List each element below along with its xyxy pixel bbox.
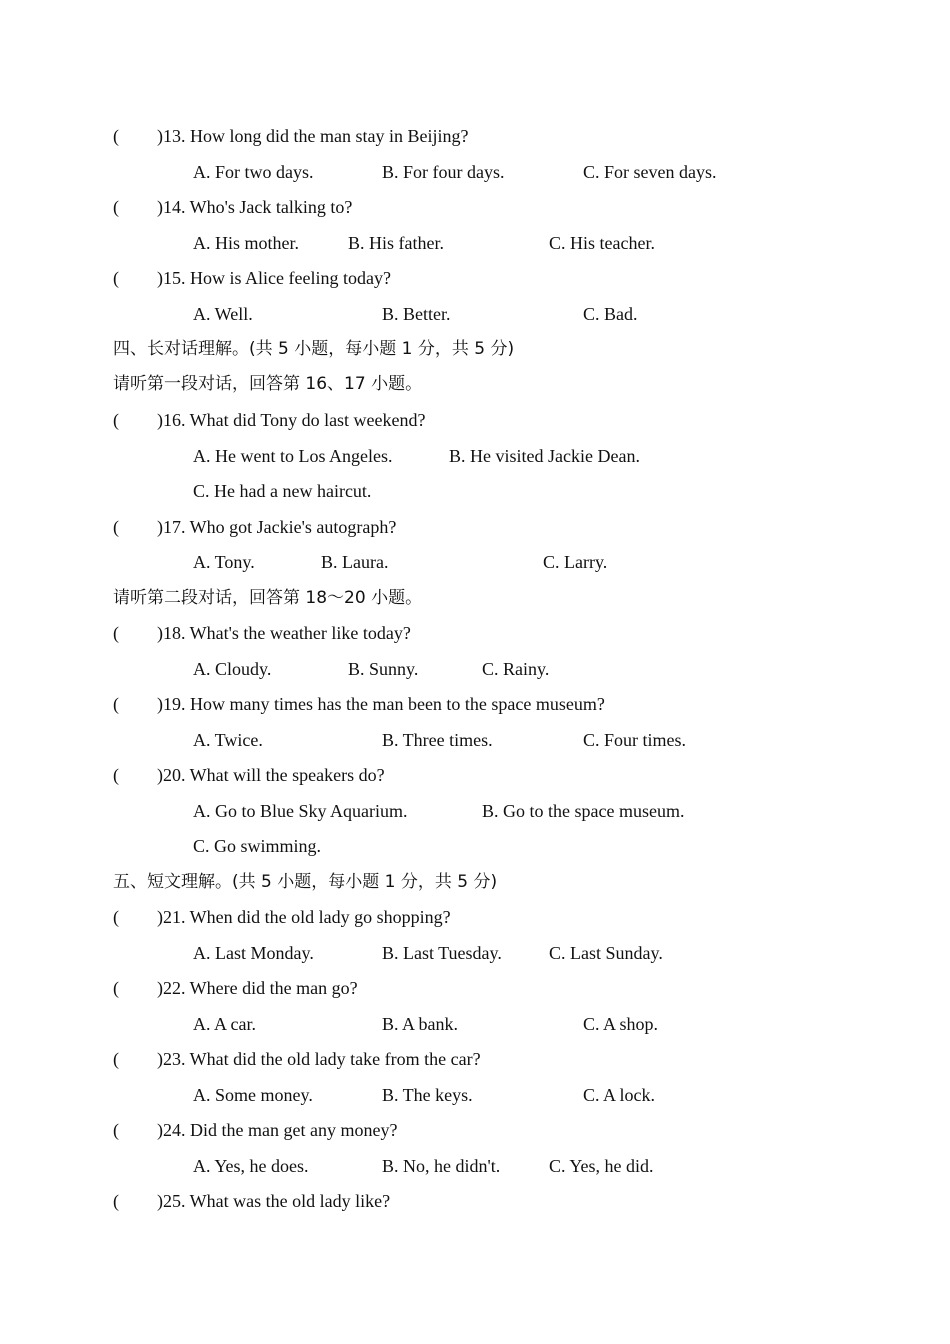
- question-text: )16. What did Tony do last weekend?: [157, 410, 426, 430]
- answer-option: C. A lock.: [583, 1085, 656, 1105]
- answer-option: A. Some money.: [193, 1085, 313, 1105]
- answer-option: C. For seven days.: [583, 162, 717, 182]
- answer-option: A. Tony.: [193, 552, 255, 572]
- answer-option: C. Yes, he did.: [549, 1156, 654, 1176]
- question-text: )15. How is Alice feeling today?: [157, 268, 391, 288]
- answer-option: B. The keys.: [382, 1085, 473, 1105]
- answer-option: A. He went to Los Angeles.: [193, 446, 393, 466]
- answer-option: C. Four times.: [583, 730, 687, 750]
- question-text: )25. What was the old lady like?: [157, 1191, 391, 1211]
- answer-option: A. Yes, he does.: [193, 1156, 309, 1176]
- question-text: )18. What's the weather like today?: [157, 623, 411, 643]
- answer-option: C. A shop.: [583, 1014, 659, 1034]
- answer-option: C. He had a new haircut.: [193, 481, 372, 501]
- section-heading: 请听第一段对话，回答第 16、17 小题。: [113, 374, 423, 394]
- answer-option: B. For four days.: [382, 162, 505, 182]
- answer-blank[interactable]: (: [113, 517, 119, 537]
- answer-option: A. Cloudy.: [193, 659, 272, 679]
- answer-blank[interactable]: (: [113, 978, 119, 998]
- answer-blank[interactable]: (: [113, 410, 119, 430]
- answer-blank[interactable]: (: [113, 1049, 119, 1069]
- answer-option: C. His teacher.: [549, 233, 655, 253]
- question-text: )21. When did the old lady go shopping?: [157, 907, 451, 927]
- question-text: )17. Who got Jackie's autograph?: [157, 517, 397, 537]
- answer-option: B. Better.: [382, 304, 451, 324]
- answer-option: A. Last Monday.: [193, 943, 314, 963]
- answer-option: A. For two days.: [193, 162, 314, 182]
- answer-option: A. A car.: [193, 1014, 256, 1034]
- answer-blank[interactable]: (: [113, 1191, 119, 1211]
- answer-blank[interactable]: (: [113, 268, 119, 288]
- answer-option: A. His mother.: [193, 233, 299, 253]
- question-text: )13. How long did the man stay in Beijing?: [157, 126, 469, 146]
- question-text: )24. Did the man get any money?: [157, 1120, 398, 1140]
- section-heading: 四、长对话理解。(共 5 小题，每小题 1 分，共 5 分): [113, 339, 515, 359]
- answer-blank[interactable]: (: [113, 623, 119, 643]
- answer-option: A. Go to Blue Sky Aquarium.: [193, 801, 408, 821]
- answer-option: B. A bank.: [382, 1014, 459, 1034]
- answer-blank[interactable]: (: [113, 907, 119, 927]
- answer-option: C. Go swimming.: [193, 836, 322, 856]
- answer-option: C. Bad.: [583, 304, 638, 324]
- question-text: )22. Where did the man go?: [157, 978, 358, 998]
- answer-option: C. Larry.: [543, 552, 608, 572]
- answer-option: B. No, he didn't.: [382, 1156, 501, 1176]
- answer-option: B. Sunny.: [348, 659, 419, 679]
- question-text: )19. How many times has the man been to the space museum?: [157, 694, 605, 714]
- answer-blank[interactable]: (: [113, 126, 119, 146]
- section-heading: 请听第二段对话，回答第 18～20 小题。: [113, 588, 423, 608]
- answer-option: B. Three times.: [382, 730, 493, 750]
- answer-option: B. He visited Jackie Dean.: [449, 446, 640, 466]
- answer-option: C. Rainy.: [482, 659, 550, 679]
- answer-blank[interactable]: (: [113, 1120, 119, 1140]
- answer-option: B. Laura.: [321, 552, 389, 572]
- question-text: )20. What will the speakers do?: [157, 765, 385, 785]
- question-text: )14. Who's Jack talking to?: [157, 197, 353, 217]
- answer-blank[interactable]: (: [113, 694, 119, 714]
- answer-option: B. Last Tuesday.: [382, 943, 502, 963]
- answer-option: B. His father.: [348, 233, 444, 253]
- answer-option: A. Twice.: [193, 730, 263, 750]
- section-heading: 五、短文理解。(共 5 小题，每小题 1 分，共 5 分): [113, 872, 498, 892]
- answer-option: B. Go to the space museum.: [482, 801, 685, 821]
- answer-blank[interactable]: (: [113, 765, 119, 785]
- answer-option: A. Well.: [193, 304, 253, 324]
- answer-option: C. Last Sunday.: [549, 943, 663, 963]
- answer-blank[interactable]: (: [113, 197, 119, 217]
- question-text: )23. What did the old lady take from the car?: [157, 1049, 481, 1069]
